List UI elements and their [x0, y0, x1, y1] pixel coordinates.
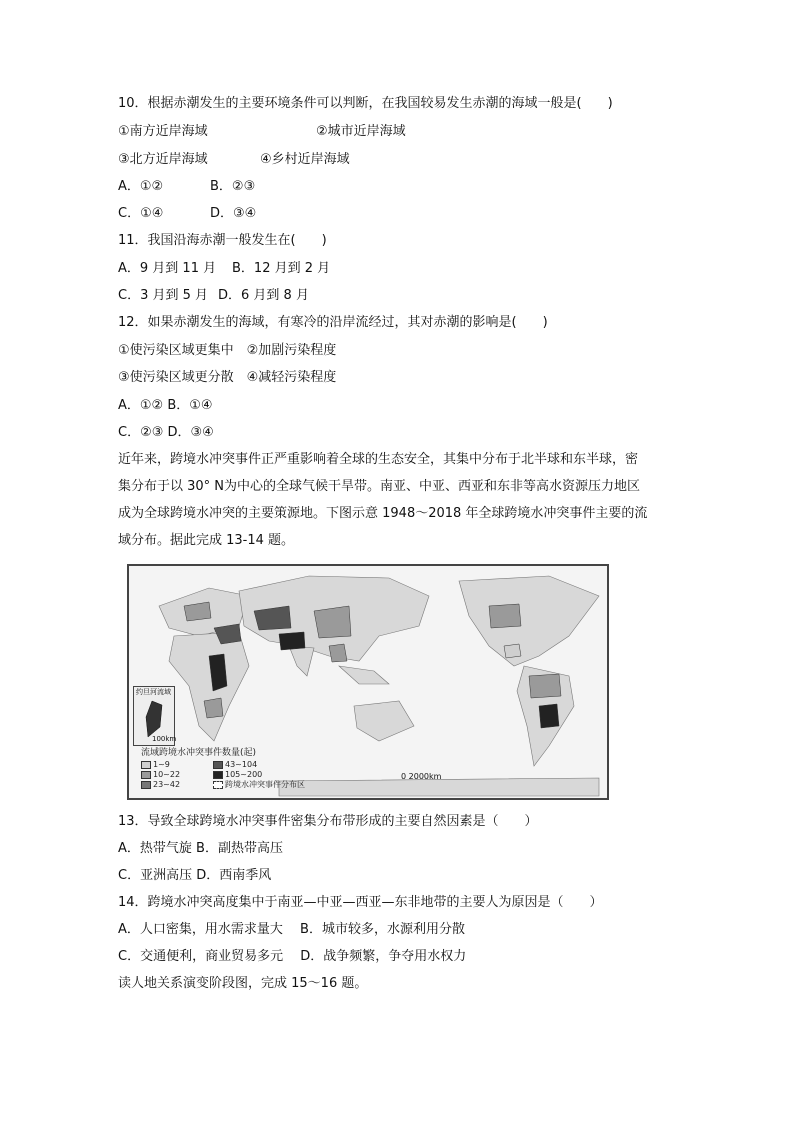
basin-amazon: [529, 674, 561, 698]
map-legend: [133, 748, 393, 794]
q12-items-line2: ③使污染区域更分散 ④减轻污染程度: [118, 370, 337, 385]
legend-item-3: [141, 780, 180, 790]
q11-option-a: A．9 月到 11 月: [118, 261, 217, 276]
basin-la-plata: [539, 704, 559, 728]
q12-stem: 12．如果赤潮发生的海域，有寒冷的沿岸流经过，其对赤潮的影响是( ): [118, 315, 548, 330]
inset-jordan-basin: [133, 686, 175, 746]
q10-option-d: D．③④: [210, 206, 257, 221]
legend-swatch-3: [141, 781, 151, 789]
basin-south-asia: [279, 632, 305, 650]
landmass-africa: [169, 632, 249, 741]
legend-swatch-area: [213, 781, 223, 789]
q10-stem: 10．根据赤潮发生的主要环境条件可以判断，在我国较易发生赤潮的海域一般是( ): [118, 96, 613, 111]
landmass-australia: [354, 701, 414, 741]
legend-label-2: 10~22: [153, 770, 181, 779]
landmass-india: [289, 646, 314, 676]
q10-option-a: A．①②: [118, 179, 164, 194]
q10-item-4: ④乡村近岸海域: [260, 152, 350, 167]
legend-label-3: 23~42: [153, 780, 181, 789]
q11-stem: 11．我国沿海赤潮一般发生在( ): [118, 233, 327, 248]
map-scale-bar: 0 2000km: [401, 772, 442, 781]
q12-items-line1: ①使污染区域更集中 ②加剧污染程度: [118, 343, 337, 358]
legend-label-area: 跨境水冲突事件分布区: [225, 780, 305, 789]
inset-scale: 100km: [152, 735, 177, 743]
closing-instruction: 读人地关系演变阶段图，完成 15～16 题。: [118, 976, 368, 991]
legend-swatch-1: [141, 761, 151, 769]
legend-item-5: [213, 770, 262, 780]
q10-item-2: ②城市近岸海域: [316, 124, 406, 139]
passage-line-3: 成为全球跨境水冲突的主要策源地。下图示意 1948～2018 年全球跨境水冲突事件主要的流: [118, 506, 648, 521]
q12-options-line2: C．②③ D．③④: [118, 425, 214, 440]
legend-swatch-4: [213, 761, 223, 769]
passage-line-4: 域分布。据此完成 13-14 题。: [118, 533, 295, 548]
legend-swatch-5: [213, 771, 223, 779]
inset-label: 约旦河流域: [136, 688, 171, 696]
q10-item-1: ①南方近岸海域: [118, 124, 208, 139]
basin-mexico: [504, 644, 521, 658]
legend-item-4: [213, 760, 257, 770]
q10-item-3: ③北方近岸海域: [118, 152, 208, 167]
q14-stem: 14．跨境水冲突高度集中于南亚—中亚—西亚—东非地带的主要人为原因是（ ）: [118, 895, 603, 910]
legend-label-1: 1~9: [153, 760, 170, 769]
q11-option-d: D．6 月到 8 月: [218, 288, 309, 303]
q13-options-line1: A．热带气旋 B．副热带高压: [118, 841, 283, 856]
legend-label-5: 105~200: [225, 770, 263, 779]
q12-options-line1: A．①② B．①④: [118, 398, 213, 413]
passage-line-2: 集分布于以 30° N为中心的全球气候干旱带。南亚、中亚、西亚和东非等高水资源压力地区: [118, 479, 641, 494]
legend-title: 流域跨境水冲突事件数量(起): [141, 748, 257, 758]
q13-stem: 13．导致全球跨境水冲突事件密集分布带形成的主要自然因素是（ ）: [118, 814, 538, 829]
q14-options-line1: A．人口密集，用水需求量大 B．城市较多，水源利用分散: [118, 922, 465, 937]
legend-label-4: 43~104: [225, 760, 258, 769]
q10-option-c: C．①④: [118, 206, 164, 221]
basin-east-asia: [314, 606, 351, 638]
landmass-north-america: [459, 576, 599, 666]
landmass-sea-islands: [339, 666, 389, 684]
q11-option-c: C．3 月到 5 月: [118, 288, 209, 303]
legend-item-1: [141, 760, 170, 770]
legend-item-2: [141, 770, 180, 780]
q13-options-line2: C．亚洲高压 D．西南季风: [118, 868, 272, 883]
q11-option-b: B．12 月到 2 月: [232, 261, 331, 276]
legend-swatch-2: [141, 771, 151, 779]
world-map-figure: [127, 564, 609, 800]
basin-zambezi: [204, 698, 223, 718]
q10-option-b: B．②③: [210, 179, 256, 194]
basin-southeast-asia: [329, 644, 347, 662]
legend-item-area: [213, 780, 305, 790]
passage-line-1: 近年来，跨境水冲突事件正严重影响着全球的生态安全，其集中分布于北半球和东半球，密: [118, 452, 639, 467]
basin-north-america: [489, 604, 521, 628]
q14-options-line2: C．交通便利，商业贸易多元 D．战争频繁，争夺用水权力: [118, 949, 467, 964]
